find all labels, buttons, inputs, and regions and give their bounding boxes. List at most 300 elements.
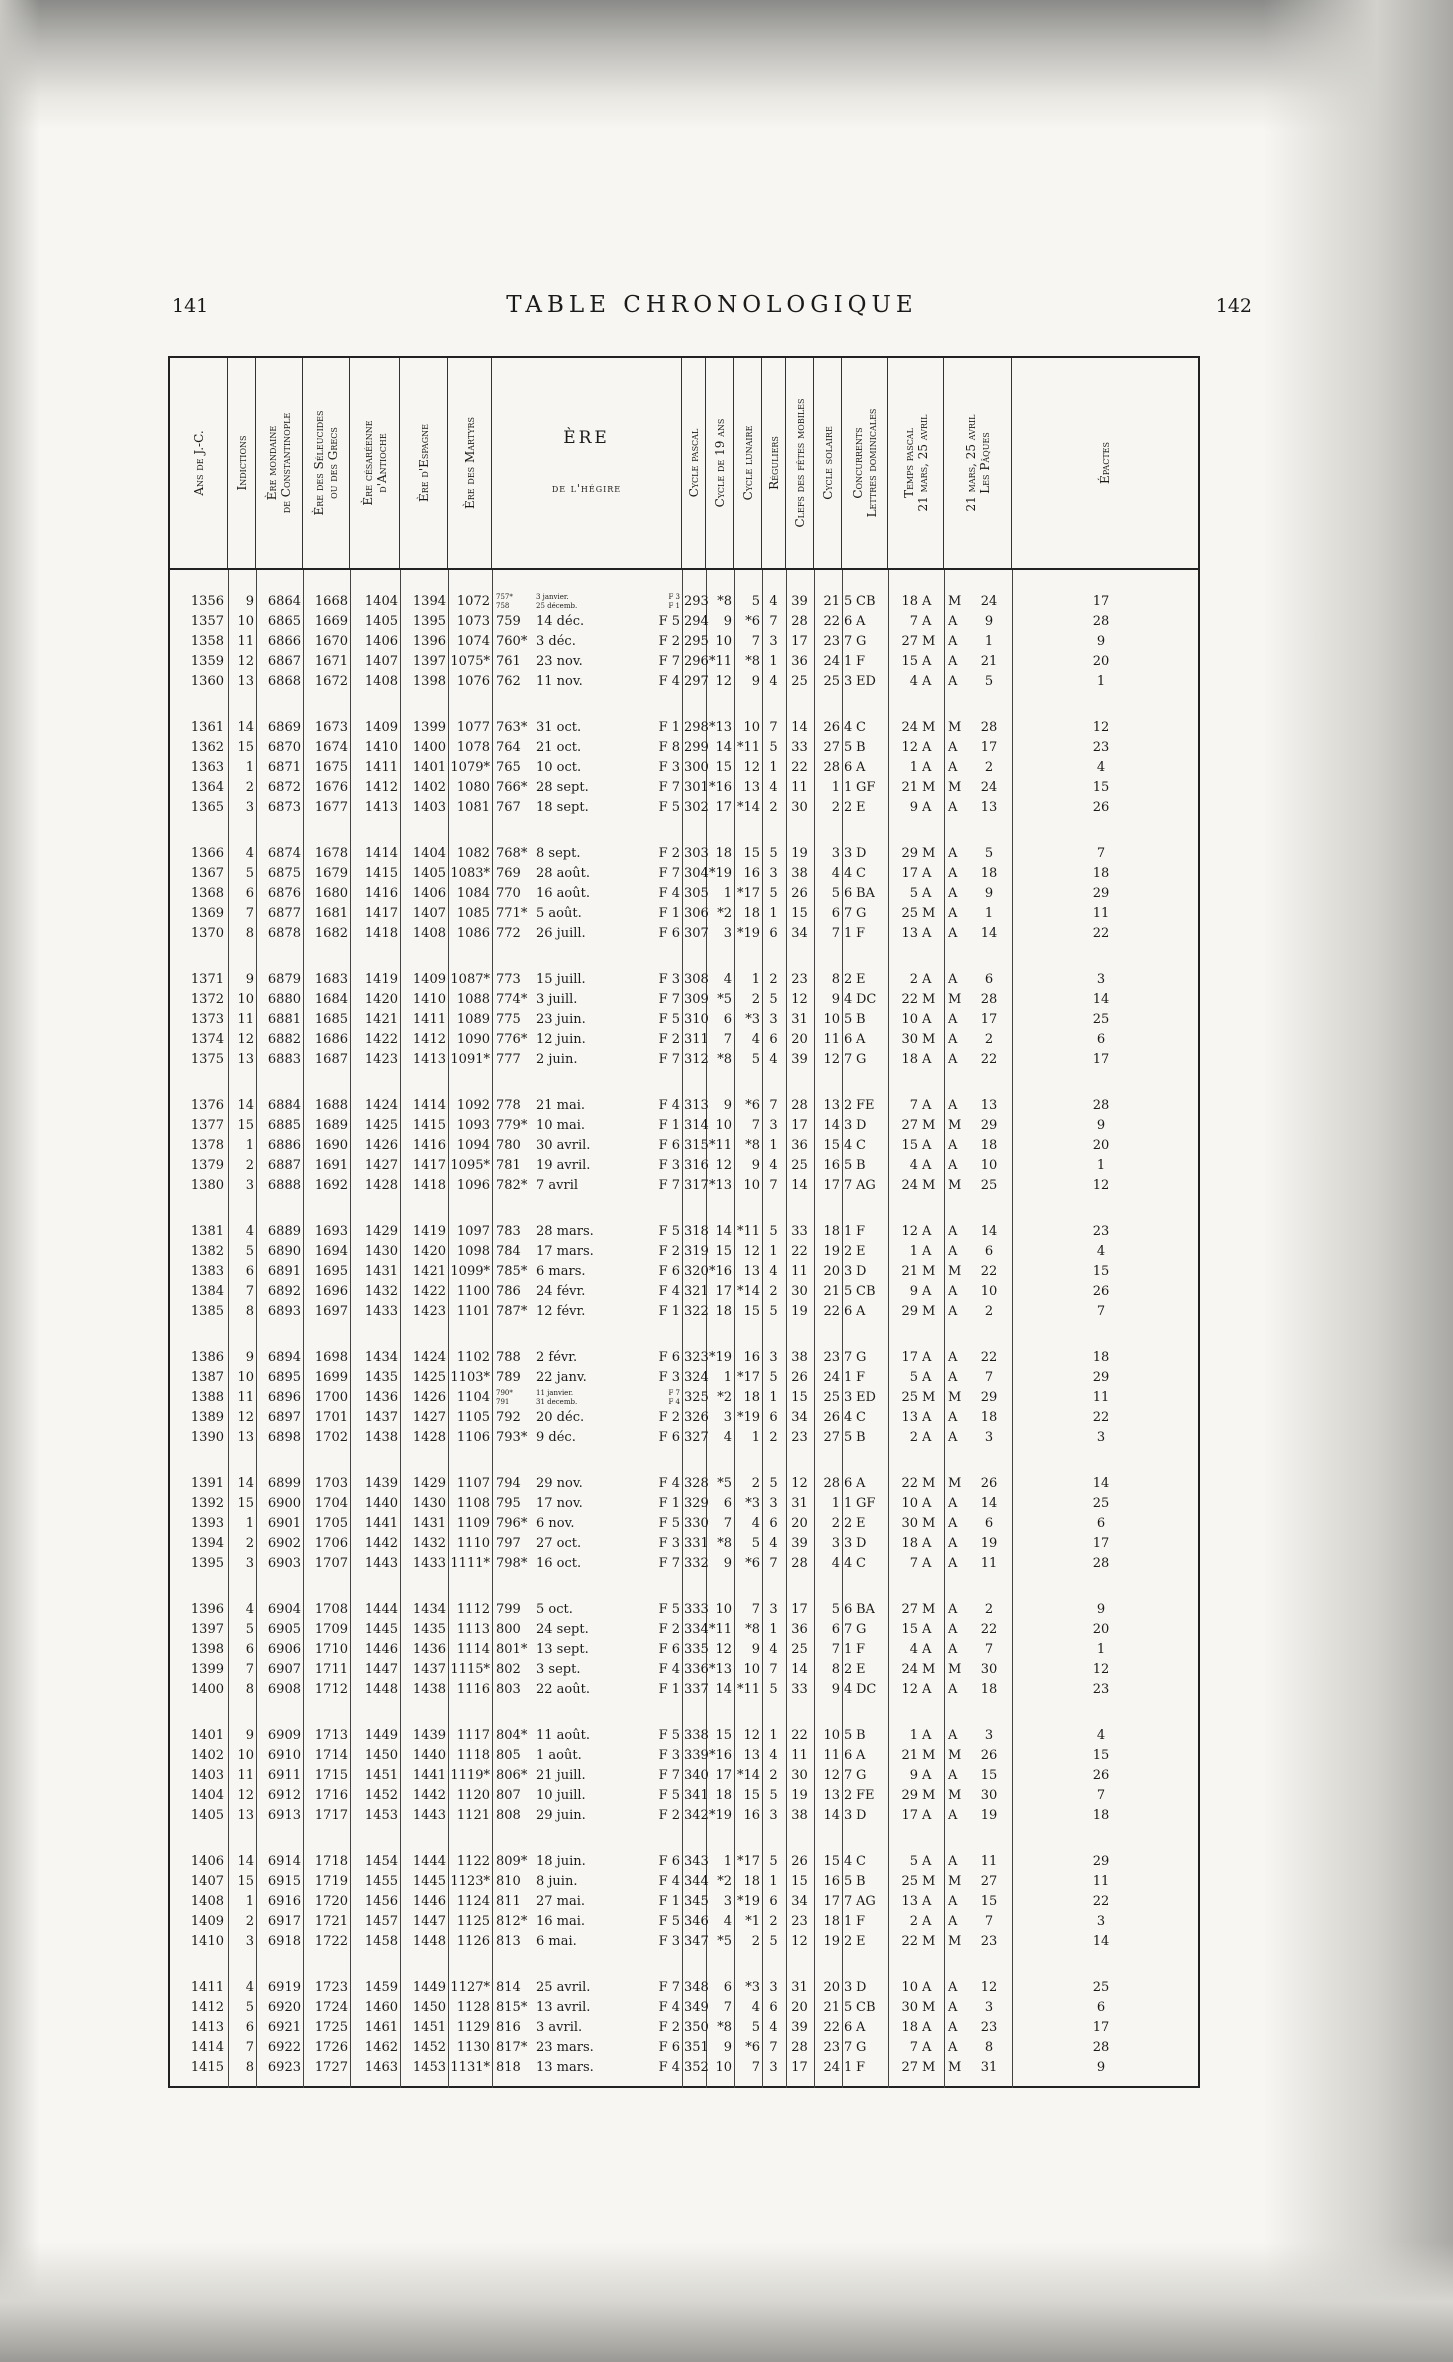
cell-pasc: 319 xyxy=(684,1244,709,1259)
cell-pqm: A xyxy=(948,1642,958,1657)
cell-conc: 7 xyxy=(844,1178,853,1193)
cell-c19: *16 xyxy=(708,780,732,795)
cell-dom: D xyxy=(856,846,867,861)
cell-ind: 6 xyxy=(245,1642,254,1657)
table-row xyxy=(170,864,1198,884)
cell-tpd: 12 xyxy=(901,740,918,755)
cell-tpm: A xyxy=(922,2040,932,2055)
cell-lt: F 4 xyxy=(658,1662,680,1677)
cell-sel: 1723 xyxy=(314,1980,348,1995)
cell-ind: 15 xyxy=(237,740,254,755)
header-ere-espagne-label: Ère d'Espagne xyxy=(416,423,431,503)
table-row xyxy=(170,1348,1198,1368)
cell-ces: 1444 xyxy=(364,1602,398,1617)
cell-clef: 30 xyxy=(791,800,808,815)
cell-ind: 8 xyxy=(245,2060,254,2075)
cell-lun: 4 xyxy=(751,2000,760,2015)
cell-tpd: 22 xyxy=(901,1934,918,1949)
cell-tpd: 30 xyxy=(901,1516,918,1531)
cell-ind: 11 xyxy=(237,634,254,649)
cell-clef: 25 xyxy=(791,1642,808,1657)
cell-c19: *11 xyxy=(708,1622,732,1637)
table-row xyxy=(170,1156,1198,1176)
cell-hy: 770 xyxy=(496,886,521,901)
cell-pqd: 22 xyxy=(980,1264,998,1279)
cell-reg: 5 xyxy=(769,1370,778,1385)
cell-ep: 26 xyxy=(1092,1768,1110,1783)
cell-sol: 3 xyxy=(831,846,840,861)
table-row xyxy=(170,1176,1198,1196)
cell-clef: 12 xyxy=(791,1934,808,1949)
cell-reg: 4 xyxy=(769,2020,778,2035)
cell-pasc: 348 xyxy=(684,1980,709,1995)
cell-conc: 7 xyxy=(844,906,853,921)
cell-tpd: 1 xyxy=(909,1244,918,1259)
cell-tpm: A xyxy=(922,1980,932,1995)
cell-sol: 9 xyxy=(831,992,840,1007)
cell-hd: 13 mars. xyxy=(536,2060,594,2075)
cell-clef: 28 xyxy=(791,1556,808,1571)
cell-ces: 1406 xyxy=(364,634,398,649)
cell-sol: 21 xyxy=(823,594,840,609)
cell-hd: 28 mars. xyxy=(536,1224,594,1239)
cell-ans: 1380 xyxy=(190,1178,224,1193)
table-row xyxy=(170,1262,1198,1282)
cell-ind: 14 xyxy=(237,1476,254,1491)
cell-esp: 1400 xyxy=(412,740,446,755)
cell-mart: 1109 xyxy=(456,1516,490,1531)
cell-pqd: 22 xyxy=(980,1052,998,1067)
cell-ces: 1440 xyxy=(364,1496,398,1511)
cell-tpd: 15 xyxy=(901,1138,918,1153)
cell-sol: 21 xyxy=(823,2000,840,2015)
cell-mart: 1079* xyxy=(450,760,490,775)
cell-pqm: M xyxy=(948,1662,962,1677)
cell-ces: 1428 xyxy=(364,1178,398,1193)
cell-ep: 9 xyxy=(1096,634,1106,649)
cell-ep: 11 xyxy=(1092,1874,1110,1889)
cell-pqd: 30 xyxy=(980,1662,998,1677)
cell-hy: 809* xyxy=(496,1854,528,1869)
right-page-number: 142 xyxy=(1215,295,1252,317)
cell-sol: 4 xyxy=(831,866,840,881)
cell-lun: 4 xyxy=(751,1032,760,1047)
cell-ep: 22 xyxy=(1092,926,1110,941)
cell-esp: 1450 xyxy=(412,2000,446,2015)
cell-pqm: A xyxy=(948,1556,958,1571)
row-group xyxy=(170,970,1198,1084)
cell-lun: 5 xyxy=(751,2020,760,2035)
cell-ans: 1358 xyxy=(190,634,224,649)
cell-ep: 7 xyxy=(1096,1788,1106,1803)
cell-hd: 14 déc. xyxy=(536,614,585,629)
cell-ind: 10 xyxy=(237,992,254,1007)
cell-c19: 10 xyxy=(715,1602,732,1617)
cell-tpd: 9 xyxy=(909,1284,918,1299)
cell-ind: 4 xyxy=(245,846,254,861)
cell-pqm: M xyxy=(948,780,962,795)
cell-ep: 26 xyxy=(1092,1284,1110,1299)
cell-mart: 1118 xyxy=(456,1748,490,1763)
cell-c19: 15 xyxy=(715,760,732,775)
cell-dom: E xyxy=(856,1662,866,1677)
cell-esp: 1426 xyxy=(412,1390,446,1405)
cell-conc: 3 xyxy=(844,1536,853,1551)
cell-c19: 12 xyxy=(715,1642,732,1657)
cell-c19: 18 xyxy=(715,1304,732,1319)
cell-tpd: 18 xyxy=(901,2020,918,2035)
cell-sol: 9 xyxy=(831,1682,840,1697)
cell-hd: 6 nov. xyxy=(536,1516,575,1531)
cell-pasc: 311 xyxy=(684,1032,709,1047)
cell-mart: 1088 xyxy=(456,992,490,1007)
cell-clef: 22 xyxy=(791,1244,808,1259)
cell-mart: 1112 xyxy=(456,1602,490,1617)
cell-lt: F 3 xyxy=(658,1748,680,1763)
cell-clef: 36 xyxy=(791,1622,808,1637)
cell-sel: 1690 xyxy=(314,1138,348,1153)
cell-sel: 1720 xyxy=(314,1894,348,1909)
cell-dom: BA xyxy=(856,1602,875,1617)
cell-ep: 28 xyxy=(1092,1098,1110,1113)
cell-esp: 1443 xyxy=(412,1808,446,1823)
cell-ces: 1418 xyxy=(364,926,398,941)
cell-sol: 16 xyxy=(823,1158,840,1173)
cell-ind: 7 xyxy=(245,1662,254,1677)
cell-lun: *19 xyxy=(736,1410,760,1425)
cell-ind: 10 xyxy=(237,614,254,629)
cell-sol: 23 xyxy=(823,634,840,649)
cell-sol: 12 xyxy=(823,1052,840,1067)
cell-clef: 31 xyxy=(791,1496,808,1511)
cell-lt: F 7 xyxy=(658,992,680,1007)
cell-sol: 26 xyxy=(823,720,840,735)
cell-c19: 17 xyxy=(715,1284,732,1299)
cell-mond: 6915 xyxy=(267,1874,301,1889)
table-row xyxy=(170,612,1198,632)
cell-ep: 7 xyxy=(1096,1304,1106,1319)
cell-ans: 1402 xyxy=(190,1748,224,1763)
cell-hd: 26 juill. xyxy=(536,926,586,941)
cell-lun: 10 xyxy=(743,1662,760,1677)
cell-sel: 1704 xyxy=(314,1496,348,1511)
cell-ind: 3 xyxy=(245,1934,254,1949)
cell-pqd: 19 xyxy=(980,1808,998,1823)
table-row xyxy=(170,1600,1198,1620)
cell-ans: 1363 xyxy=(190,760,224,775)
scan-border-top xyxy=(0,0,1453,130)
table-row xyxy=(170,1302,1198,1322)
header-ere-cesareenne xyxy=(350,358,400,568)
cell-hy: 766* xyxy=(496,780,528,795)
cell-pqd: 6 xyxy=(984,972,994,987)
cell-ces: 1439 xyxy=(364,1476,398,1491)
cell-hd: 13 avril. xyxy=(536,2000,591,2015)
cell-dom: E xyxy=(856,1516,866,1531)
cell-tpd: 15 xyxy=(901,1622,918,1637)
cell-tpm: M xyxy=(922,846,936,861)
cell-pasc: 324 xyxy=(684,1370,709,1385)
cell-mond: 6879 xyxy=(267,972,301,987)
header-ere-cesareenne-label: Ère césaréenne d'Antioche xyxy=(360,420,389,506)
cell-reg: 6 xyxy=(769,926,778,941)
row-group xyxy=(170,1348,1198,1462)
cell-pqm: A xyxy=(948,846,958,861)
cell-dom: DC xyxy=(856,992,877,1007)
cell-lun: *11 xyxy=(736,740,760,755)
cell-hy: 804* xyxy=(496,1728,528,1743)
cell-pasc: 302 xyxy=(684,800,709,815)
cell-ces: 1459 xyxy=(364,1980,398,1995)
cell-tpm: M xyxy=(922,1390,936,1405)
cell-clef: 23 xyxy=(791,1914,808,1929)
cell-hy: 813 xyxy=(496,1934,521,1949)
cell-tpm: A xyxy=(922,1622,932,1637)
cell-pqm: A xyxy=(948,1894,958,1909)
cell-pqm: M xyxy=(948,1788,962,1803)
cell-lun: 9 xyxy=(751,1642,760,1657)
cell-sel: 1721 xyxy=(314,1914,348,1929)
cell-pasc: 301 xyxy=(684,780,709,795)
cell-pqm: A xyxy=(948,906,958,921)
cell-hy: 776* xyxy=(496,1032,528,1047)
cell-reg: 4 xyxy=(769,1536,778,1551)
cell-pqd: 1 xyxy=(984,906,994,921)
cell-ces: 1450 xyxy=(364,1748,398,1763)
cell-tpm: A xyxy=(922,1556,932,1571)
cell-ind: 13 xyxy=(237,1052,254,1067)
cell-clef: 34 xyxy=(791,1894,808,1909)
cell-sel: 1679 xyxy=(314,866,348,881)
cell-sol: 15 xyxy=(823,1854,840,1869)
cell-lun: *6 xyxy=(745,614,760,629)
cell-mond: 6909 xyxy=(267,1728,301,1743)
cell-c19: 1 xyxy=(723,886,732,901)
cell-mart: 1082 xyxy=(456,846,490,861)
cell-ans: 1400 xyxy=(190,1682,224,1697)
cell-tpm: M xyxy=(922,1118,936,1133)
cell-mart: 1120 xyxy=(456,1788,490,1803)
cell-sel: 1705 xyxy=(314,1516,348,1531)
cell-ep: 29 xyxy=(1092,886,1110,901)
cell-hy: 801* xyxy=(496,1642,528,1657)
cell-tpm: M xyxy=(922,1788,936,1803)
cell-conc: 5 xyxy=(844,594,853,609)
row-group xyxy=(170,592,1198,706)
cell-hy: 780 xyxy=(496,1138,521,1153)
cell-hd: 28 sept. xyxy=(536,780,589,795)
row-group xyxy=(170,844,1198,958)
cell-hy: 774* xyxy=(496,992,528,1007)
cell-sol: 28 xyxy=(823,760,840,775)
header-cycle-lunaire-label: Cycle lunaire xyxy=(740,425,755,501)
cell-pqd: 5 xyxy=(984,846,994,861)
cell-mond: 6913 xyxy=(267,1808,301,1823)
cell-lun: 4 xyxy=(751,1516,760,1531)
cell-ep: 1 xyxy=(1096,1158,1106,1173)
cell-tpd: 2 xyxy=(909,1430,918,1445)
cell-pqd: 13 xyxy=(980,1098,998,1113)
cell-ces: 1451 xyxy=(364,1768,398,1783)
cell-esp: 1446 xyxy=(412,1894,446,1909)
cell-tpd: 27 xyxy=(901,2060,918,2075)
cell-dom: A xyxy=(856,760,866,775)
cell-pqd: 7 xyxy=(984,1370,994,1385)
cell-ces: 1432 xyxy=(364,1284,398,1299)
cell-esp: 1408 xyxy=(412,926,446,941)
cell-c19: 7 xyxy=(723,1516,732,1531)
cell-tpd: 18 xyxy=(901,1052,918,1067)
cell-ep: 1 xyxy=(1096,674,1106,689)
cell-ep: 3 xyxy=(1096,972,1106,987)
cell-lt: F 7 xyxy=(658,1768,680,1783)
cell-ces: 1405 xyxy=(364,614,398,629)
cell-pasc: 305 xyxy=(684,886,709,901)
cell-c19: 7 xyxy=(723,2000,732,2015)
cell-hd: 11 nov. xyxy=(536,674,583,689)
cell-esp: 1431 xyxy=(412,1516,446,1531)
cell-ces: 1441 xyxy=(364,1516,398,1531)
cell-c19: 4 xyxy=(723,1914,732,1929)
cell-tpd: 21 xyxy=(901,1748,918,1763)
cell-pqm: A xyxy=(948,1914,958,1929)
cell-dom: A xyxy=(856,1304,866,1319)
table-row xyxy=(170,1030,1198,1050)
cell-sol: 25 xyxy=(823,1390,840,1405)
cell-pqd: 9 xyxy=(984,614,994,629)
cell-reg: 5 xyxy=(769,846,778,861)
cell-ind: 11 xyxy=(237,1012,254,1027)
cell-pqm: A xyxy=(948,1158,958,1173)
cell-lt: F 1 xyxy=(658,1304,680,1319)
cell-esp: 1403 xyxy=(412,800,446,815)
cell-pasc: 333 xyxy=(684,1602,709,1617)
cell-ind: 1 xyxy=(245,760,254,775)
cell-conc: 7 xyxy=(844,1894,853,1909)
cell-ans: 1371 xyxy=(190,972,224,987)
cell-sel: 1716 xyxy=(314,1788,348,1803)
table-row xyxy=(170,1388,1198,1408)
header-ere-martyrs-label: Ère des Martyrs xyxy=(462,416,477,510)
cell-ind: 5 xyxy=(245,2000,254,2015)
cell-mond: 6871 xyxy=(267,760,301,775)
cell-lun: *11 xyxy=(736,1682,760,1697)
cell-lt: F 1 xyxy=(658,720,680,735)
cell-sol: 7 xyxy=(831,1642,840,1657)
cell-sol: 23 xyxy=(823,2040,840,2055)
cell-tpd: 4 xyxy=(909,1642,918,1657)
cell-ind: 3 xyxy=(245,1556,254,1571)
cell-pqm: M xyxy=(948,1934,962,1949)
cell-ces: 1445 xyxy=(364,1622,398,1637)
cell-c19: 12 xyxy=(715,1158,732,1173)
cell-sol: 8 xyxy=(831,972,840,987)
cell-hy: 796* xyxy=(496,1516,528,1531)
cell-sol: 22 xyxy=(823,1304,840,1319)
cell-tpm: A xyxy=(922,740,932,755)
cell-reg: 3 xyxy=(769,866,778,881)
cell-c19: 3 xyxy=(723,926,732,941)
cell-tpm: A xyxy=(922,1012,932,1027)
cell-sol: 20 xyxy=(823,1980,840,1995)
cell-hy: 765 xyxy=(496,760,521,775)
cell-dom: D xyxy=(856,1264,867,1279)
cell-clef: 28 xyxy=(791,2040,808,2055)
cell-lun: *17 xyxy=(736,1854,760,1869)
table-row xyxy=(170,990,1198,1010)
header-cycle-19-label: Cycle de 19 ans xyxy=(712,418,727,508)
cell-sel: 1674 xyxy=(314,740,348,755)
cell-dom: FE xyxy=(856,1098,875,1113)
cell-conc: 7 xyxy=(844,1768,853,1783)
cell-reg: 7 xyxy=(769,1178,778,1193)
cell-dom: A xyxy=(856,1032,866,1047)
cell-lun: 7 xyxy=(751,634,760,649)
cell-pasc: 346 xyxy=(684,1914,709,1929)
cell-reg: 4 xyxy=(769,1158,778,1173)
cell-tpm: M xyxy=(922,1178,936,1193)
header-indictions-label: Indictions xyxy=(234,435,249,491)
cell-mond: 6892 xyxy=(267,1284,301,1299)
cell-esp: 1444 xyxy=(412,1854,446,1869)
cell-mond: 6898 xyxy=(267,1430,301,1445)
cell-pqd: 15 xyxy=(980,1894,998,1909)
cell-pasc: 304 xyxy=(684,866,709,881)
cell-conc: 2 xyxy=(844,1788,853,1803)
cell-mond: 6882 xyxy=(267,1032,301,1047)
cell-ep: 20 xyxy=(1092,1622,1110,1637)
cell-hy: 815* xyxy=(496,2000,528,2015)
cell-lt: F 7 F 4 xyxy=(668,1389,680,1406)
cell-reg: 4 xyxy=(769,1642,778,1657)
cell-mart: 1128 xyxy=(456,2000,490,2015)
cell-conc: 3 xyxy=(844,1808,853,1823)
cell-pqm: M xyxy=(948,1874,962,1889)
cell-mond: 6911 xyxy=(267,1768,301,1783)
cell-conc: 3 xyxy=(844,1980,853,1995)
cell-pasc: 350 xyxy=(684,2020,709,2035)
cell-pqd: 9 xyxy=(984,886,994,901)
cell-tpd: 27 xyxy=(901,1602,918,1617)
cell-ep: 9 xyxy=(1096,1602,1106,1617)
cell-sel: 1722 xyxy=(314,1934,348,1949)
cell-ep: 17 xyxy=(1092,1052,1110,1067)
cell-mart: 1081 xyxy=(456,800,490,815)
cell-mart: 1104 xyxy=(456,1390,490,1405)
cell-pqd: 21 xyxy=(980,654,998,669)
cell-sol: 24 xyxy=(823,654,840,669)
cell-sel: 1712 xyxy=(314,1682,348,1697)
cell-ces: 1433 xyxy=(364,1304,398,1319)
cell-tpm: A xyxy=(922,1854,932,1869)
cell-conc: 5 xyxy=(844,1284,853,1299)
cell-ans: 1377 xyxy=(190,1118,224,1133)
cell-hd: 19 avril. xyxy=(536,1158,591,1173)
cell-lun: 18 xyxy=(743,1390,760,1405)
cell-lt: F 4 xyxy=(658,1476,680,1491)
cell-pasc: 294 xyxy=(684,614,709,629)
cell-ans: 1364 xyxy=(190,780,224,795)
cell-mond: 6894 xyxy=(267,1350,301,1365)
cell-conc: 5 xyxy=(844,740,853,755)
cell-mart: 1108 xyxy=(456,1496,490,1511)
cell-pqm: A xyxy=(948,1516,958,1531)
cell-hy: 797 xyxy=(496,1536,521,1551)
cell-clef: 17 xyxy=(791,634,808,649)
cell-esp: 1420 xyxy=(412,1244,446,1259)
cell-hy: 768* xyxy=(496,846,528,861)
cell-ep: 14 xyxy=(1092,1934,1110,1949)
